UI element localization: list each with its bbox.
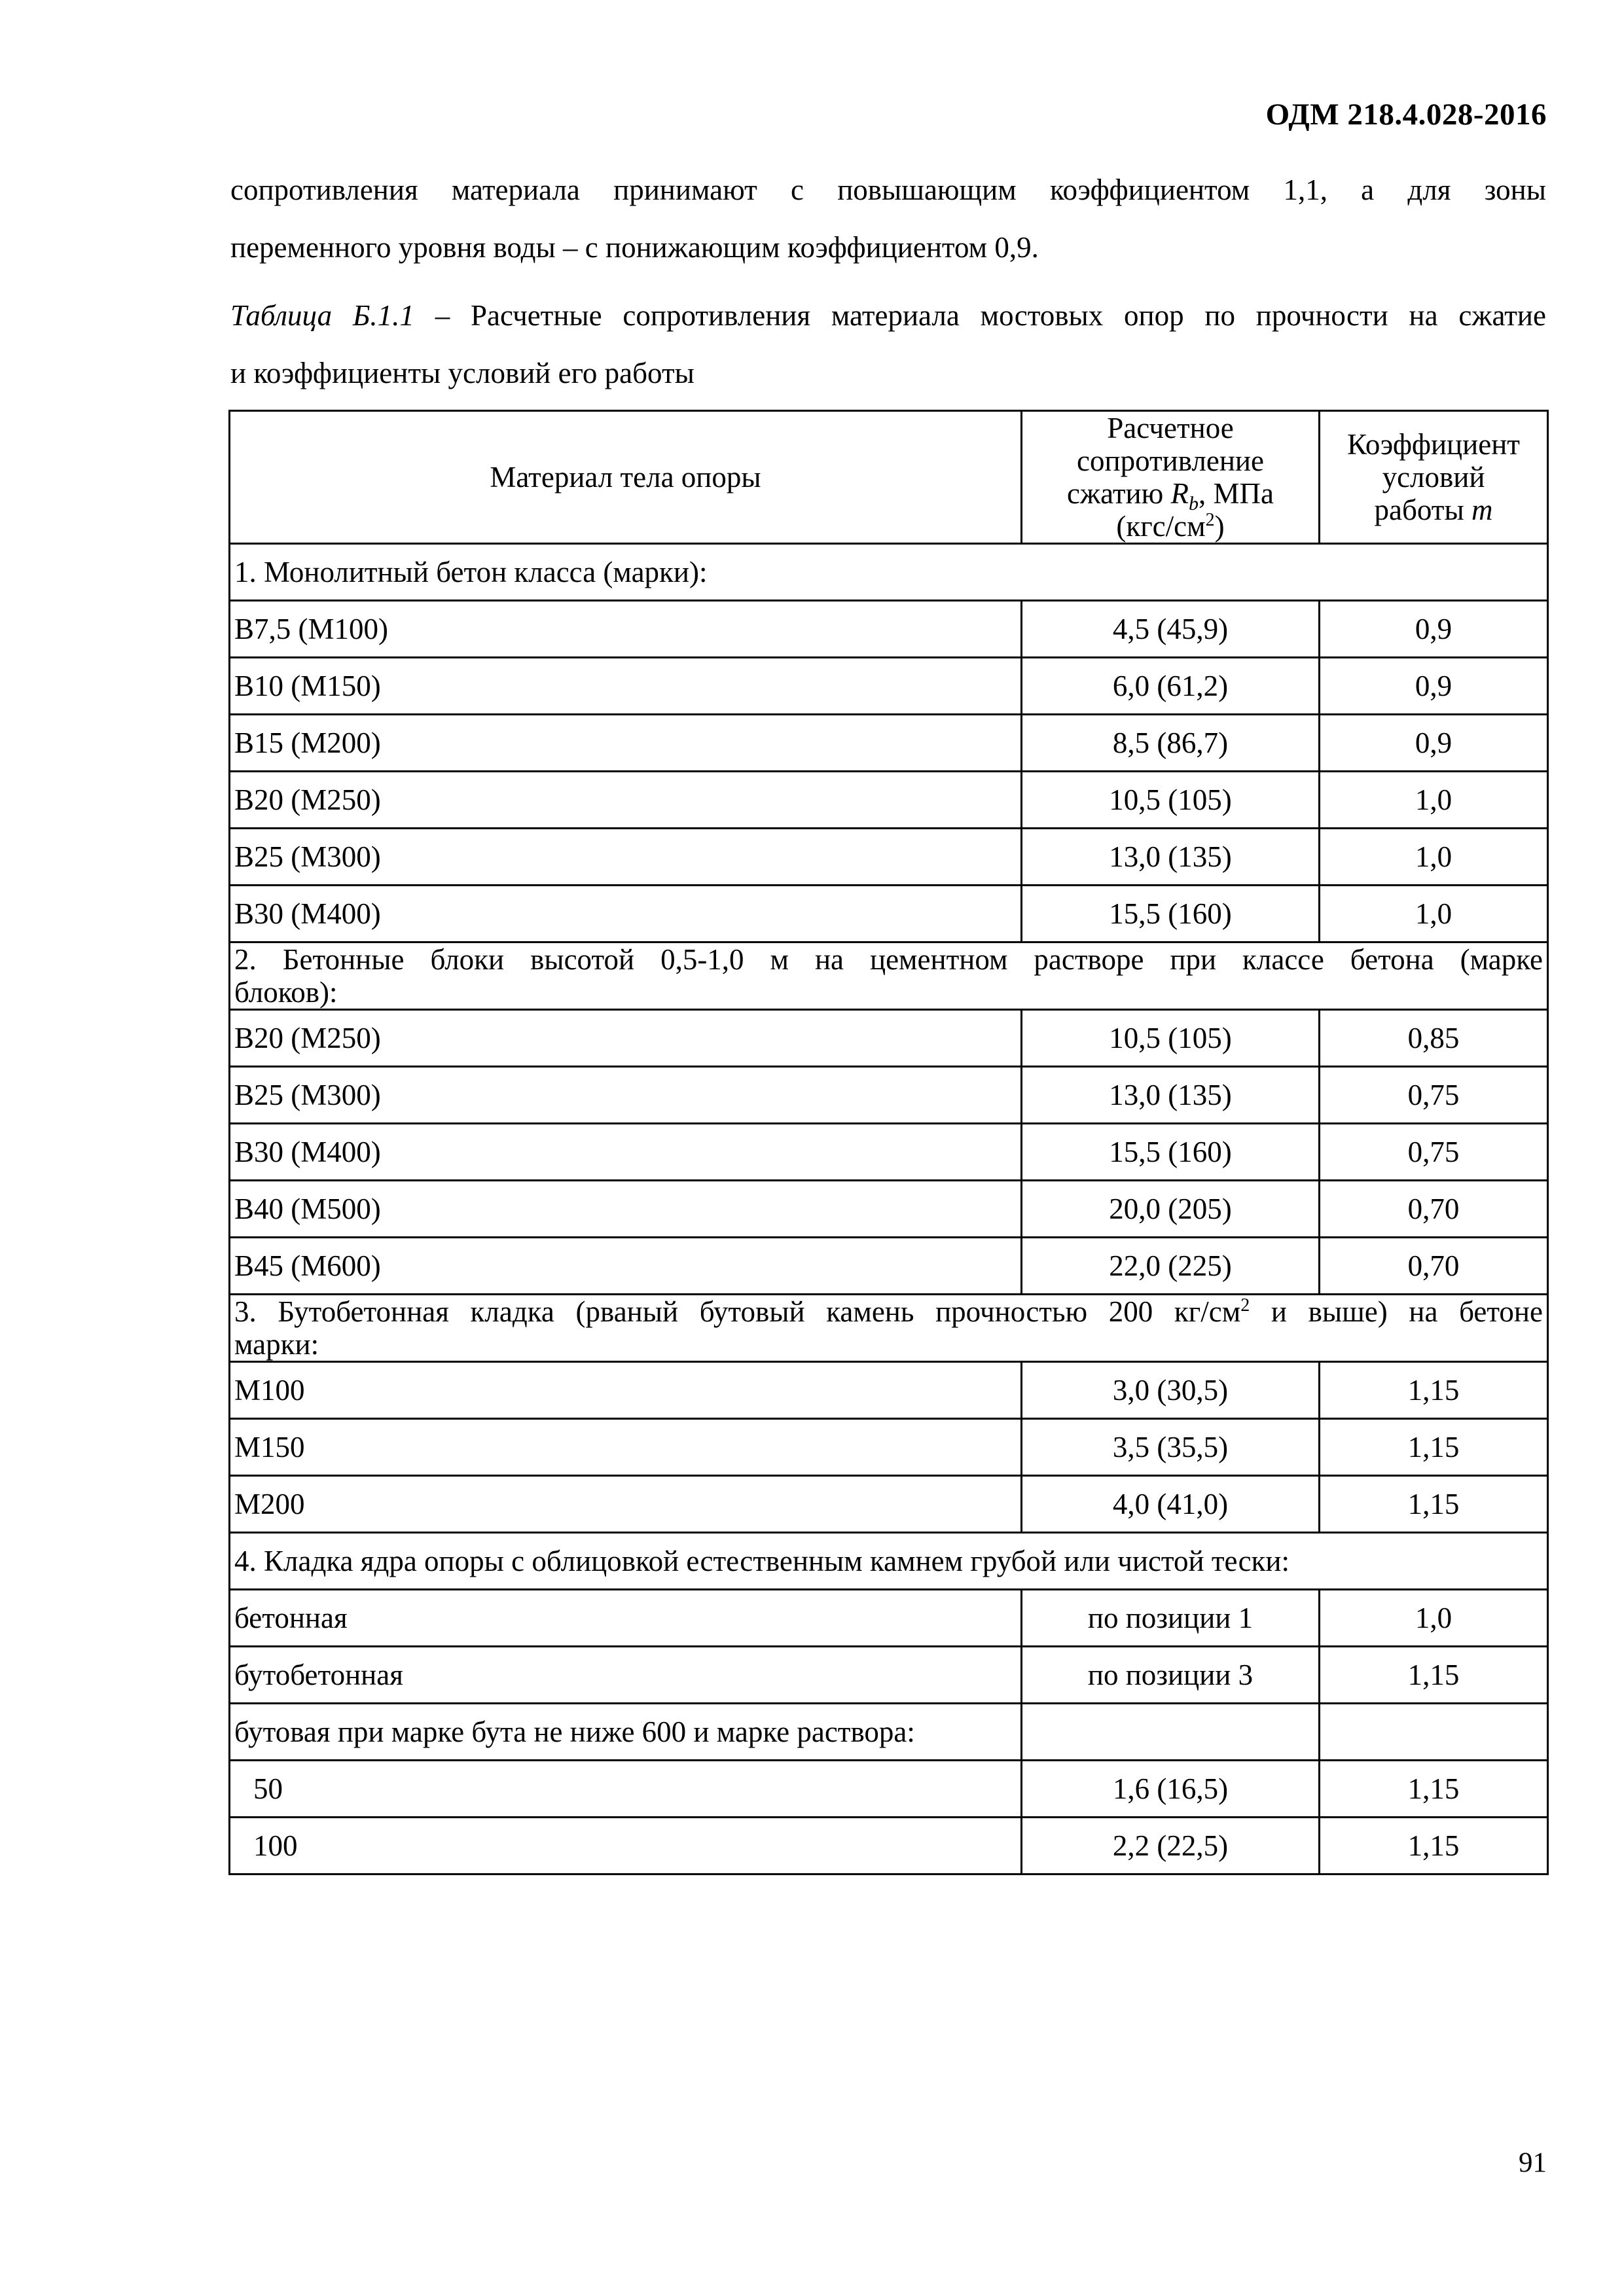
- material-cell: бетонная: [230, 1590, 1022, 1647]
- material-cell: В7,5 (М100): [230, 601, 1022, 658]
- table-row: [230, 1590, 1548, 1647]
- table-row: [230, 1818, 1548, 1874]
- table-row: [230, 1362, 1548, 1419]
- table-row: [230, 1181, 1548, 1238]
- material-cell: В20 (М250): [230, 772, 1022, 829]
- resistance-cell: 13,0 (135): [1022, 1067, 1320, 1124]
- table-row: [230, 1704, 1548, 1761]
- section-row-1: [230, 544, 1548, 601]
- material-cell: В10 (М150): [230, 658, 1022, 715]
- resistance-cell: 10,5 (105): [1022, 1010, 1320, 1067]
- intro-line-1: сопротивления материала принимают с повышающим коэффициентом 1,1, а для зоны: [230, 173, 1546, 206]
- section-row-4: [230, 1533, 1548, 1590]
- resistance-cell: 3,0 (30,5): [1022, 1362, 1320, 1419]
- coefficient-cell: 1,15: [1320, 1476, 1548, 1533]
- material-cell: В40 (М500): [230, 1181, 1022, 1238]
- header-material: Материал тела опоры: [230, 411, 1022, 544]
- resistance-cell: по позиции 1: [1022, 1590, 1320, 1647]
- resistance-cell: 1,6 (16,5): [1022, 1761, 1320, 1818]
- material-cell: 50: [230, 1761, 1022, 1818]
- coefficient-cell: 0,70: [1320, 1181, 1548, 1238]
- intro-paragraph: [230, 161, 1546, 276]
- section-row-3: [230, 1295, 1548, 1362]
- coefficient-cell: 1,15: [1320, 1761, 1548, 1818]
- section-2-rows: [230, 1010, 1548, 1295]
- caption-line-1: [230, 287, 1546, 344]
- table-row: [230, 715, 1548, 772]
- material-cell: В15 (М200): [230, 715, 1022, 772]
- table-row: [230, 886, 1548, 942]
- table-row: [230, 829, 1548, 886]
- material-cell: В45 (М600): [230, 1238, 1022, 1295]
- material-cell: бутобетонная: [230, 1647, 1022, 1704]
- section-4-title: 4. Кладка ядра опоры с облицовкой естественным камнем грубой или чистой тески:: [230, 1533, 1548, 1590]
- header-resistance: Расчетное сопротивление сжатию $R_b$, МПа $(кгс/см^2)$: [1022, 411, 1320, 544]
- material-cell: В30 (М400): [230, 886, 1022, 942]
- coefficient-cell: 0,75: [1320, 1067, 1548, 1124]
- material-cell: В20 (М250): [230, 1010, 1022, 1067]
- table-row: [230, 772, 1548, 829]
- table-row: [230, 601, 1548, 658]
- table-row: [230, 1067, 1548, 1124]
- resistance-cell: 4,0 (41,0): [1022, 1476, 1320, 1533]
- section-1-title: 1. Монолитный бетон класса (марки):: [230, 544, 1548, 601]
- table-row: [230, 1761, 1548, 1818]
- material-cell: В25 (М300): [230, 1067, 1022, 1124]
- document-code: ОДМ 218.4.028-2016: [1265, 98, 1547, 132]
- table-row: [230, 1010, 1548, 1067]
- resistance-cell: [1022, 1704, 1320, 1761]
- table-header-row: [230, 411, 1548, 544]
- material-cell: бутовая при марке бута не ниже 600 и марке раствора:: [230, 1704, 1022, 1761]
- caption-line-2: и коэффициенты условий его работы: [230, 357, 695, 389]
- table-row: [230, 1238, 1548, 1295]
- section-1-rows: [230, 601, 1548, 942]
- resistance-cell: 20,0 (205): [1022, 1181, 1320, 1238]
- coefficient-cell: 0,75: [1320, 1124, 1548, 1181]
- coefficient-cell: 1,15: [1320, 1818, 1548, 1874]
- coefficient-cell: 1,15: [1320, 1647, 1548, 1704]
- section-2-title: 2. Бетонные блоки высотой 0,5-1,0 м на цементном растворе при классе бетона (марке блоков):: [230, 942, 1548, 1010]
- coefficient-cell: 1,0: [1320, 772, 1548, 829]
- resistance-cell: 13,0 (135): [1022, 829, 1320, 886]
- resistance-table: [228, 410, 1549, 1875]
- caption-label: Таблица Б.1.1: [230, 299, 414, 332]
- resistance-cell: 4,5 (45,9): [1022, 601, 1320, 658]
- section-row-2: [230, 942, 1548, 1010]
- coefficient-cell: 1,15: [1320, 1362, 1548, 1419]
- coefficient-cell: 0,9: [1320, 715, 1548, 772]
- coefficient-cell: 0,85: [1320, 1010, 1548, 1067]
- section-3-rows: [230, 1362, 1548, 1533]
- section-3-title: 3. Бутобетонная кладка (рваный бутовый камень прочностью 200 $кг/см^2$ и выше) на бетоне марки:: [230, 1295, 1548, 1362]
- table-row: [230, 1124, 1548, 1181]
- resistance-cell: 15,5 (160): [1022, 886, 1320, 942]
- coefficient-cell: 1,0: [1320, 829, 1548, 886]
- coefficient-cell: 1,0: [1320, 886, 1548, 942]
- material-cell: 100: [230, 1818, 1022, 1874]
- coefficient-cell: 1,0: [1320, 1590, 1548, 1647]
- resistance-cell: 10,5 (105): [1022, 772, 1320, 829]
- material-cell: М150: [230, 1419, 1022, 1476]
- table-row: [230, 658, 1548, 715]
- resistance-cell: 6,0 (61,2): [1022, 658, 1320, 715]
- page-number: 91: [1519, 2147, 1547, 2178]
- coefficient-cell: 0,9: [1320, 658, 1548, 715]
- material-cell: В25 (М300): [230, 829, 1022, 886]
- resistance-cell: 3,5 (35,5): [1022, 1419, 1320, 1476]
- table-caption: [230, 287, 1546, 402]
- section-4-rows: [230, 1590, 1548, 1874]
- caption-text-1: – Расчетные сопротивления материала мостовых опор по прочности на сжатие: [414, 299, 1546, 332]
- intro-line-2: переменного уровня воды – с понижающим коэффициентом 0,9.: [230, 231, 1039, 264]
- table-row: [230, 1476, 1548, 1533]
- resistance-cell: 22,0 (225): [1022, 1238, 1320, 1295]
- material-cell: В30 (М400): [230, 1124, 1022, 1181]
- coefficient-cell: 0,9: [1320, 601, 1548, 658]
- coefficient-cell: 0,70: [1320, 1238, 1548, 1295]
- material-cell: М200: [230, 1476, 1022, 1533]
- material-cell: М100: [230, 1362, 1022, 1419]
- resistance-cell: 15,5 (160): [1022, 1124, 1320, 1181]
- table-row: [230, 1419, 1548, 1476]
- resistance-cell: 2,2 (22,5): [1022, 1818, 1320, 1874]
- resistance-cell: по позиции 3: [1022, 1647, 1320, 1704]
- coefficient-cell: [1320, 1704, 1548, 1761]
- coefficient-cell: 1,15: [1320, 1419, 1548, 1476]
- resistance-cell: 8,5 (86,7): [1022, 715, 1320, 772]
- table-row: [230, 1647, 1548, 1704]
- header-coefficient: Коэффициент условий работы m: [1320, 411, 1548, 544]
